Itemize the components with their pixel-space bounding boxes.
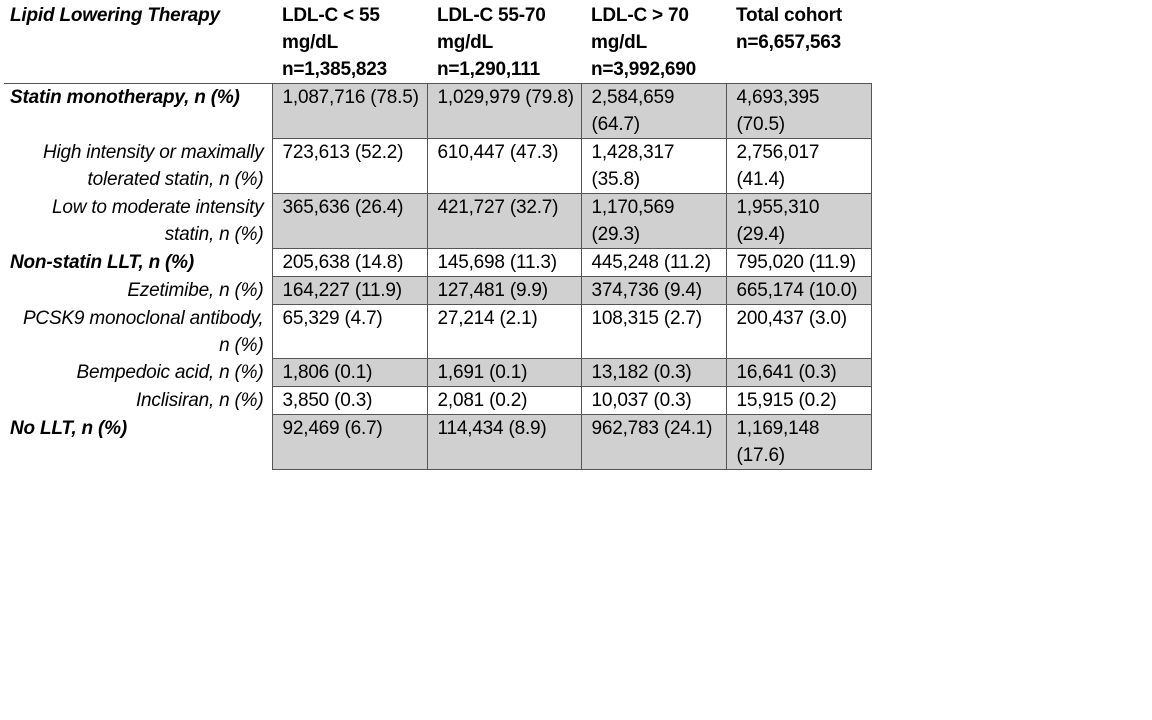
column-header-count: n=1,290,111 <box>437 59 540 80</box>
row-label: Bempedoic acid, n (%) <box>4 359 272 387</box>
table-cell: 1,169,148 (17.6) <box>726 415 871 470</box>
table-cell: 114,434 (8.9) <box>427 415 581 470</box>
table-row <box>4 84 871 139</box>
table-cell: 27,214 (2.1) <box>427 305 581 359</box>
column-header <box>581 2 726 84</box>
table-cell: 4,693,395 (70.5) <box>726 84 871 139</box>
table-cell: 1,029,979 (79.8) <box>427 84 581 139</box>
table-cell: 65,329 (4.7) <box>272 305 427 359</box>
column-header-title: LDL-C > 70 mg/dL <box>591 5 689 53</box>
table-cell: 10,037 (0.3) <box>581 387 726 415</box>
table-row <box>4 249 871 277</box>
table-row <box>4 387 871 415</box>
column-header <box>272 2 427 84</box>
table-cell: 365,636 (26.4) <box>272 194 427 249</box>
table-cell: 795,020 (11.9) <box>726 249 871 277</box>
row-label: Low to moderate intensity statin, n (%) <box>4 194 272 249</box>
row-label: PCSK9 monoclonal antibody, n (%) <box>4 305 272 359</box>
table-cell: 2,756,017 (41.4) <box>726 139 871 194</box>
table-cell: 962,783 (24.1) <box>581 415 726 470</box>
table-cell: 445,248 (11.2) <box>581 249 726 277</box>
table-cell: 1,087,716 (78.5) <box>272 84 427 139</box>
table-cell: 13,182 (0.3) <box>581 359 726 387</box>
table-cell: 200,437 (3.0) <box>726 305 871 359</box>
table-row <box>4 415 871 470</box>
column-header-title: Total cohort <box>736 5 842 26</box>
table-cell: 1,806 (0.1) <box>272 359 427 387</box>
table-row <box>4 194 871 249</box>
table-cell: 205,638 (14.8) <box>272 249 427 277</box>
header-row-label <box>4 2 272 84</box>
table-cell: 723,613 (52.2) <box>272 139 427 194</box>
column-header-title: LDL-C 55-70 mg/dL <box>437 5 546 53</box>
column-header-title: Lipid Lowering Therapy <box>10 5 220 26</box>
table-cell: 1,955,310 (29.4) <box>726 194 871 249</box>
row-label: Statin monotherapy, n (%) <box>4 84 272 139</box>
table-cell: 1,428,317 (35.8) <box>581 139 726 194</box>
row-label: Inclisiran, n (%) <box>4 387 272 415</box>
row-label: Non-statin LLT, n (%) <box>4 249 272 277</box>
column-header-count: n=6,657,563 <box>736 32 842 53</box>
column-header <box>427 2 581 84</box>
table-row <box>4 305 871 359</box>
table-row <box>4 277 871 305</box>
table-cell: 610,447 (47.3) <box>427 139 581 194</box>
table-cell: 127,481 (9.9) <box>427 277 581 305</box>
table-cell: 16,641 (0.3) <box>726 359 871 387</box>
table-cell: 2,584,659 (64.7) <box>581 84 726 139</box>
table-cell: 374,736 (9.4) <box>581 277 726 305</box>
row-label: No LLT, n (%) <box>4 415 272 470</box>
column-header <box>726 2 871 84</box>
table-cell: 164,227 (11.9) <box>272 277 427 305</box>
header-row <box>4 2 871 84</box>
table-cell: 2,081 (0.2) <box>427 387 581 415</box>
lipid-therapy-table <box>4 2 872 470</box>
column-header-count: n=3,992,690 <box>591 59 697 80</box>
row-label: High intensity or maximally tolerated statin, n (%) <box>4 139 272 194</box>
table-cell: 92,469 (6.7) <box>272 415 427 470</box>
table-cell: 108,315 (2.7) <box>581 305 726 359</box>
table-row <box>4 359 871 387</box>
column-header-title: LDL-C < 55 mg/dL <box>282 5 380 53</box>
table-cell: 421,727 (32.7) <box>427 194 581 249</box>
table-row <box>4 139 871 194</box>
table-cell: 145,698 (11.3) <box>427 249 581 277</box>
column-header-count: n=1,385,823 <box>282 59 388 80</box>
table-cell: 15,915 (0.2) <box>726 387 871 415</box>
table-body <box>4 84 871 470</box>
table-header <box>4 2 871 84</box>
table-cell: 1,170,569 (29.3) <box>581 194 726 249</box>
table-cell: 1,691 (0.1) <box>427 359 581 387</box>
table-cell: 3,850 (0.3) <box>272 387 427 415</box>
table-cell: 665,174 (10.0) <box>726 277 871 305</box>
lipid-therapy-table-container <box>4 2 872 470</box>
row-label: Ezetimibe, n (%) <box>4 277 272 305</box>
